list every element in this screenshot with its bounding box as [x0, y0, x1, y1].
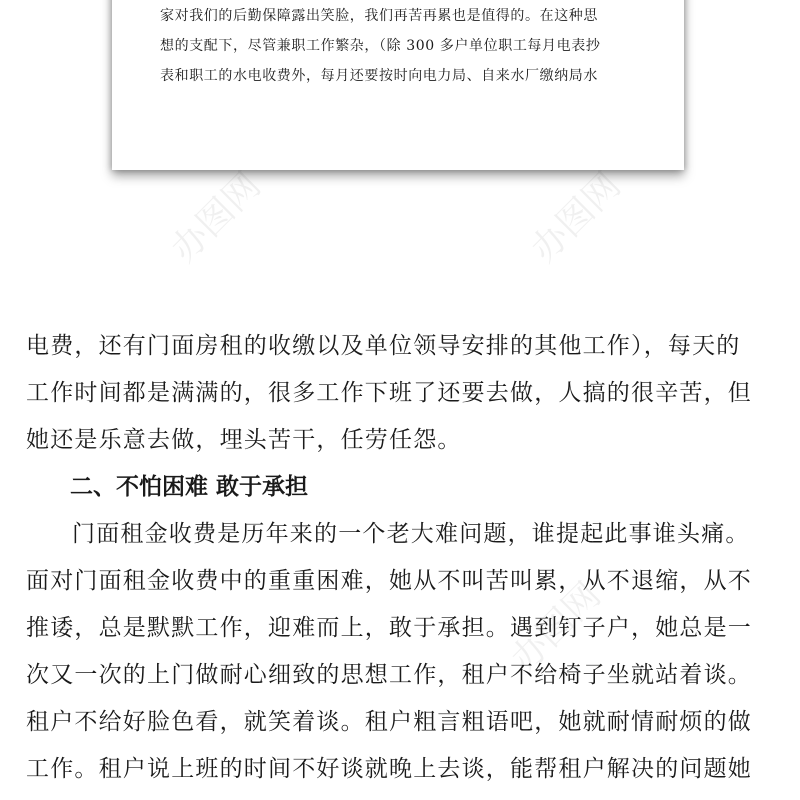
watermark: 办图网	[503, 574, 609, 681]
card-text-line: 表和职工的水电收费外，每月还要按时向电力局、自来水厂缴纳局水	[160, 68, 598, 84]
card-text-line: 家对我们的后勤保障露出笑脸，我们再苦再累也是值得的。在这种思	[160, 8, 598, 24]
paragraph-line: 面对门面租金收费中的重重困难，她从不叫苦叫累，从不退缩，从不	[26, 568, 752, 594]
paragraph-line: 她还是乐意去做，埋头苦干，任劳任怨。	[26, 427, 462, 453]
paragraph-line: 工作时间都是满满的，很多工作下班了还要去做，人搞的很辛苦，但	[26, 380, 752, 406]
paragraph-line: 电费，还有门面房租的收缴以及单位领导安排的其他工作），每天的	[26, 333, 741, 359]
watermark: 办图网	[163, 164, 269, 271]
paragraph-line: 租户不给好脸色看，就笑着谈。租户粗言粗语吧，她就耐情耐烦的做	[26, 709, 752, 735]
document-page-card	[112, 0, 684, 170]
paragraph-line: 门面租金收费是历年来的一个老大难问题，谁提起此事谁头痛。	[72, 521, 750, 547]
paragraph-line: 次又一次的上门做耐心细致的思想工作，租户不给椅子坐就站着谈。	[26, 662, 752, 688]
paragraph-line: 工作。租户说上班的时间不好谈就晚上去谈，能帮租户解决的问题她	[26, 756, 752, 782]
watermark: 办图网	[523, 164, 629, 271]
paragraph-line: 推诿，总是默默工作，迎难而上，敢于承担。遇到钉子户，她总是一	[26, 615, 752, 641]
card-text-line: 想的支配下，尽管兼职工作繁杂，（除 300 多户单位职工每月电表抄	[160, 38, 601, 54]
section-heading: 二、不怕困难 敢于承担	[70, 474, 309, 500]
